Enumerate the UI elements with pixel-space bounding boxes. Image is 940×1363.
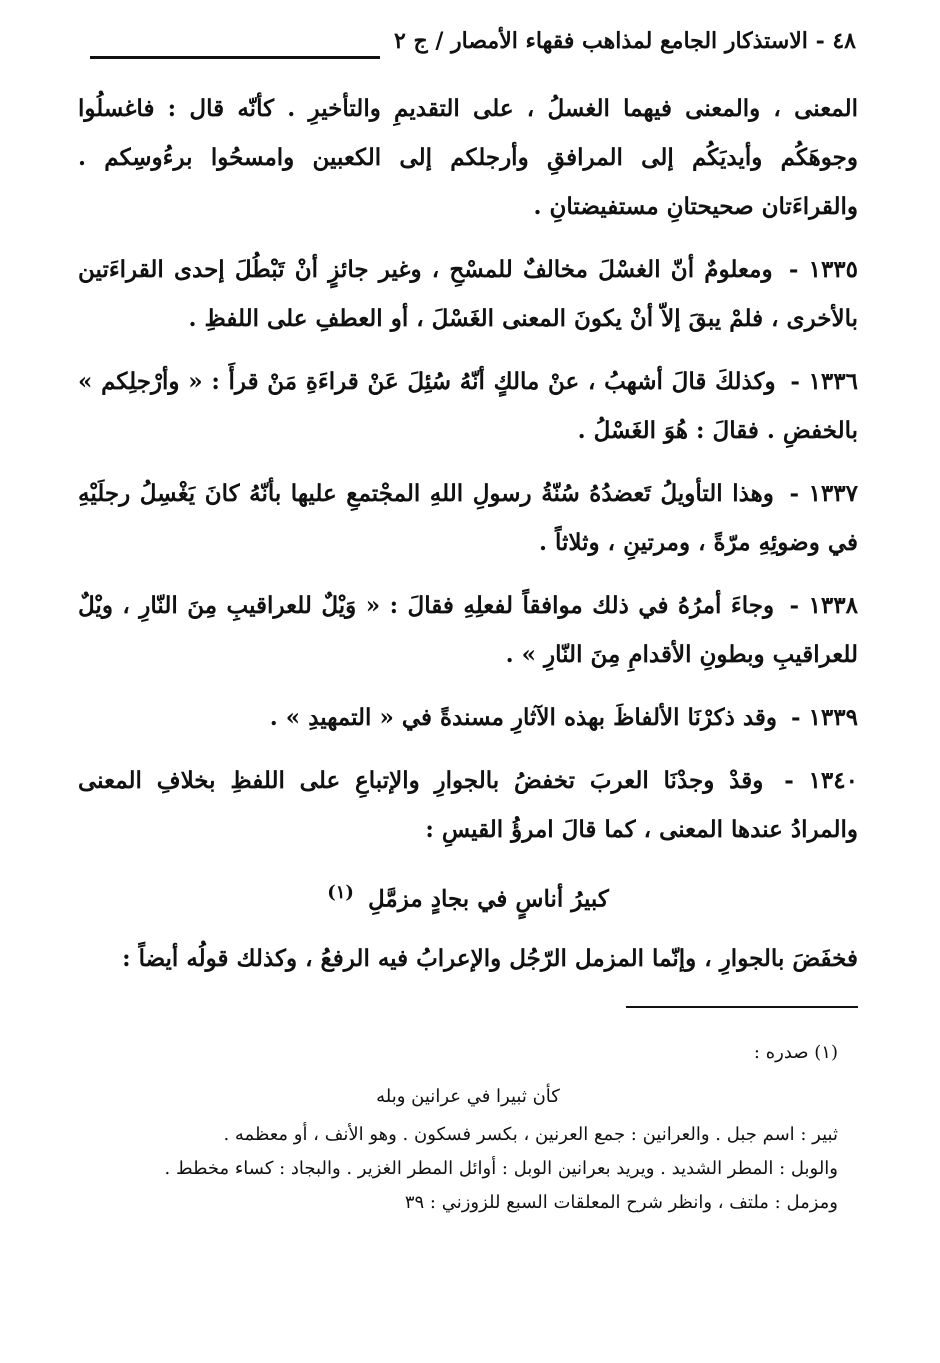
footnote-rule (626, 1006, 858, 1008)
poetry-verse (78, 868, 858, 924)
paragraph-number: ١٣٣٥ - (788, 256, 859, 283)
paragraph-number: ١٣٣٩ - (791, 704, 858, 731)
paragraph-1340 (78, 756, 858, 854)
paragraph-number: ١٣٣٧ - (789, 480, 858, 507)
paragraph-number: ١٣٣٦ - (790, 368, 858, 395)
intro-paragraph: المعنى ، والمعنى فيهما الغسلُ ، على التقديمِ والتأخيرِ . كأنّه قال : فاغسلُوا وجوهَكُم وأيديَكُم إلى المرافقِ وأرجلكم إلى الكعبين وامسحُوا برءُوسِكم . والقراءَتان صحيحتانِ مستفيضتانِ . (78, 95, 858, 220)
paragraph-text: وقد ذكرْنَا الألفاظَ بهذه الآثارِ مسندةً في « التمهيدِ » . (269, 704, 777, 731)
paragraph-text: وهذا التأويلُ تَعضدُهُ سُنّةُ رسولِ اللهِ المجْتمعِ عليها بأنّهُ كانَ يَغْسِلُ رجلَيْهِ في وضوئِهِ مرّةً ، ومرتينِ ، وثلاثاً . (78, 480, 858, 556)
paragraph-1335 (78, 245, 858, 343)
paragraph-1336 (78, 357, 858, 455)
paragraph-text: وكذلكَ قالَ أشهبُ ، عنْ مالكٍ أنّهُ سُئِلَ عَنْ قراءَةِ مَنْ قرأَ : « وأرْجلِكم » بالخفضِ . فقالَ : هُوَ الغَسْلُ . (78, 368, 858, 444)
paragraph-1337 (78, 469, 858, 567)
footnote-verse: كأن ثبيرا في عرانين وبله (376, 1086, 560, 1107)
footnote-reference: (١) (327, 882, 354, 903)
main-text (78, 84, 858, 997)
closing-paragraph: فخفَضَ بالجوارِ ، وإنّما المزمل الرّجُل والإعرابُ فيه الرفعُ ، وكذلك قولُه أيضاً : (122, 944, 858, 972)
paragraph-number: ١٣٣٨ - (789, 592, 858, 619)
running-header: ٤٨ - الاستذكار الجامع لمذاهب فقهاء الأمصار / ج ٢ (393, 28, 856, 54)
footnote-line: والوبل : المطر الشديد . ويريد بعرانين الوبل : أوائل المطر الغزير . والبجاد : كساء مخطط . (164, 1158, 838, 1179)
paragraph-text: وجاءَ أمرُهُ في ذلك موافقاً لفعلِهِ فقالَ : « وَيْلٌ للعراقيبِ مِنَ النّارِ ، ويْلٌ للعراقيبِ وبطونِ الأقدامِ مِنَ النّارِ » . (78, 592, 858, 668)
footnote-line: ثبير : اسم جبل . والعرانين : جمع العرنين ، بكسر فسكون . وهو الأنف ، أو معظمه . (223, 1124, 838, 1145)
paragraph-number: ١٣٤٠ - (784, 767, 858, 794)
footnote-line: ومزمل : ملتف ، وانظر شرح المعلقات السبع للزوزني : ٣٩ (404, 1192, 838, 1213)
paragraph-text: وقدْ وجدْنَا العربَ تخفضُ بالجوارِ والإتباعِ على اللفظِ بخلافِ المعنى والمرادُ عندها المعنى ، كما قالَ امرؤُ القيسِ : (78, 767, 858, 843)
verse-text: كبيرُ أناسٍ في بجادٍ مزمَّلِ (367, 885, 609, 913)
paragraph-1339 (78, 693, 858, 742)
paragraph-text: ومعلومٌ أنّ الغسْلَ مخالفٌ للمسْحِ ، وغير جائزٍ أنْ تَبْطُلَ إحدى القراءَتين بالأخرى ، فلمْ يبقَ إلاّ أنْ يكونَ المعنى الغَسْلَ ، أو العطفِ على اللفظِ . (78, 256, 858, 332)
footnote-label: (١) صدره : (753, 1042, 838, 1063)
footnotes (98, 1036, 838, 1220)
paragraph-1338 (78, 581, 858, 679)
header-rule (90, 56, 380, 59)
